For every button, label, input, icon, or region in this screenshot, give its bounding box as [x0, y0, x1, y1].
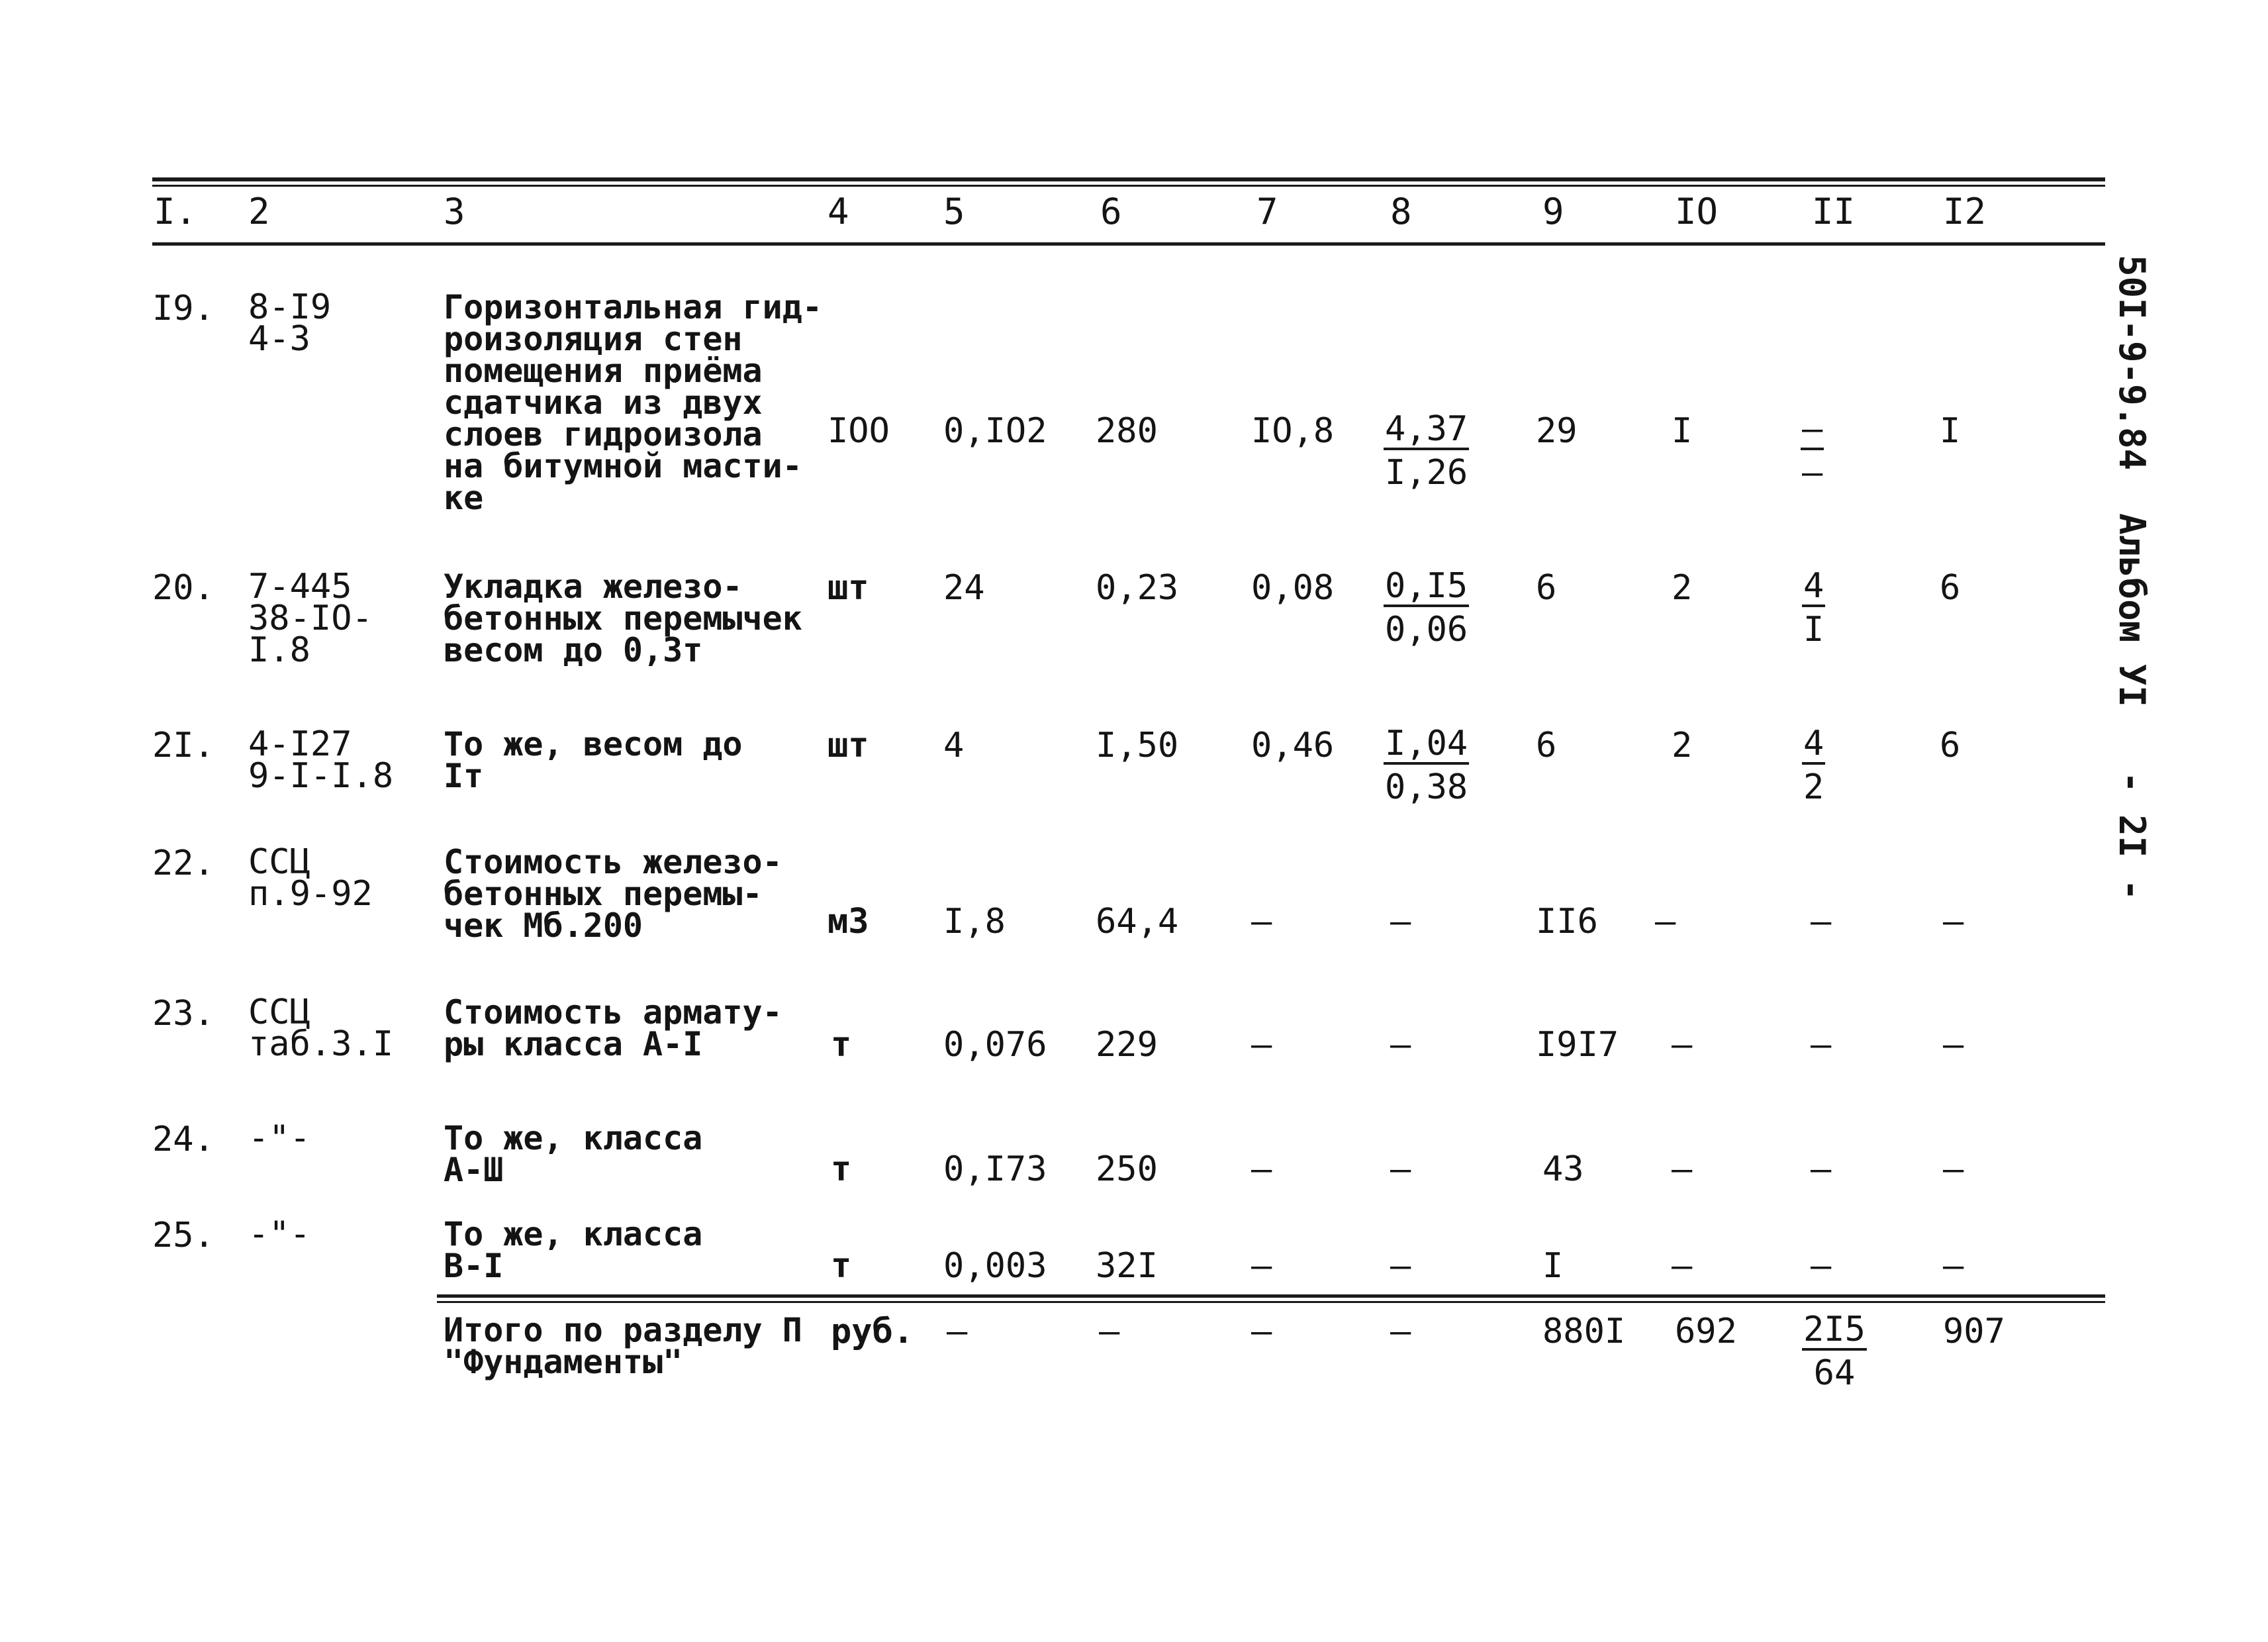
fraction-numerator: 4	[1803, 724, 1824, 763]
row-col7: –	[1251, 1025, 1272, 1065]
row-code: ССЦ п.9-92	[248, 842, 373, 914]
fraction-numerator: 4	[1803, 566, 1824, 606]
total-col9: 880I	[1542, 1312, 1626, 1351]
row-col9: 29	[1536, 411, 1578, 451]
total-description: Итого по разделу П "Фундаменты"	[444, 1311, 802, 1381]
row-description: Укладка железо- бетонных перемычек весом до 0,3т	[444, 567, 802, 669]
row-unit: IOO	[827, 411, 890, 451]
row-col6: 64,4	[1096, 902, 1179, 942]
row-number: I9.	[152, 289, 214, 328]
row-col12: 6	[1940, 726, 1961, 765]
total-top-rule-2	[437, 1301, 2105, 1303]
row-col9: 6	[1536, 726, 1557, 765]
col-header-11: II	[1812, 191, 1856, 232]
row-col10: 2	[1672, 568, 1693, 608]
total-col5: –	[947, 1312, 968, 1351]
row-unit: т	[831, 1149, 852, 1189]
row-col11: –	[1811, 1149, 1832, 1189]
row-code: 8-I9 4-3	[248, 287, 332, 359]
row-code: -"-	[248, 1118, 310, 1158]
col-header-6: 6	[1100, 191, 1122, 232]
row-col5: 4	[943, 726, 965, 765]
table-top-rule	[152, 177, 2105, 181]
row-number: 24.	[152, 1120, 214, 1159]
row-col7: –	[1251, 1246, 1272, 1286]
table-top-rule-2	[152, 185, 2105, 187]
row-col12: I	[1940, 411, 1961, 451]
row-col9: 43	[1542, 1149, 1584, 1189]
row-col7: –	[1251, 902, 1272, 942]
row-unit: шт	[827, 568, 869, 608]
fraction-denominator: –	[1802, 453, 1823, 493]
fraction-denominator: 64	[1813, 1353, 1856, 1393]
row-col8-fraction	[1384, 410, 1469, 493]
col-header-1: I.	[154, 191, 197, 232]
row-description: То же, весом до Iт	[444, 725, 743, 795]
row-col11: –	[1811, 902, 1832, 942]
total-col7: –	[1251, 1312, 1272, 1351]
row-code: 4-I27 9-I-I.8	[248, 724, 394, 796]
row-col6: 229	[1096, 1025, 1158, 1065]
row-col10: 2	[1672, 726, 1693, 765]
row-col6: 0,23	[1096, 568, 1179, 608]
row-col7: 0,46	[1251, 726, 1335, 765]
row-col8: –	[1390, 1025, 1411, 1065]
row-col8-fraction	[1384, 567, 1469, 650]
col-header-4: 4	[827, 191, 849, 232]
row-col11-fraction	[1802, 567, 1825, 650]
row-description: Стоимость железо- бетонных перемы- чек Мб.200	[444, 843, 782, 945]
row-col10: I	[1672, 411, 1693, 451]
row-number: 20.	[152, 568, 214, 608]
row-col6: I,50	[1096, 726, 1179, 765]
fraction-numerator: 0,I5	[1385, 566, 1468, 606]
col-header-7: 7	[1256, 191, 1278, 232]
row-col6: 250	[1096, 1149, 1158, 1189]
side-document-label: 50I-9-9.84 Альбом УI - 2I -	[2111, 255, 2153, 901]
fraction-denominator: I,26	[1385, 453, 1468, 493]
row-col12: 6	[1940, 568, 1961, 608]
total-top-rule	[437, 1294, 2105, 1298]
row-col8-fraction	[1384, 725, 1469, 807]
fraction-denominator: I	[1803, 610, 1824, 650]
row-col11-fraction	[1801, 410, 1824, 493]
row-col8: –	[1390, 1246, 1411, 1286]
fraction-numerator: –	[1802, 409, 1823, 449]
row-col5: 0,I73	[943, 1149, 1047, 1189]
row-col7: 0,08	[1251, 568, 1335, 608]
fraction-numerator: 2I5	[1803, 1310, 1866, 1349]
row-col9: 6	[1536, 568, 1557, 608]
row-col6: 32I	[1096, 1246, 1158, 1286]
row-number: 25.	[152, 1216, 214, 1255]
total-col12: 907	[1943, 1312, 2005, 1351]
col-header-2: 2	[248, 191, 270, 232]
fraction-denominator: 2	[1803, 767, 1824, 807]
row-col12: –	[1943, 1025, 1964, 1065]
row-col7: –	[1251, 1149, 1272, 1189]
fraction-denominator: 0,38	[1385, 767, 1468, 807]
fraction-numerator: I,04	[1385, 724, 1468, 763]
col-header-8: 8	[1390, 191, 1412, 232]
total-col8: –	[1390, 1312, 1411, 1351]
row-col10: –	[1672, 1149, 1693, 1189]
col-header-9: 9	[1542, 191, 1564, 232]
row-col10: –	[1672, 1025, 1693, 1065]
row-description: То же, класса В-I	[444, 1215, 703, 1285]
row-description: То же, класса А-Ш	[444, 1119, 703, 1189]
row-col8: –	[1390, 1149, 1411, 1189]
row-code: -"-	[248, 1214, 310, 1254]
row-number: 2I.	[152, 726, 214, 765]
row-description: Стоимость армату- ры класса А-I	[444, 993, 782, 1063]
col-header-3: 3	[444, 191, 465, 232]
row-number: 23.	[152, 994, 214, 1034]
row-col12: –	[1943, 902, 1964, 942]
row-col10: –	[1672, 1246, 1693, 1286]
row-code: ССЦ таб.3.I	[248, 992, 394, 1064]
row-col9: II6	[1536, 902, 1598, 942]
col-header-10: IO	[1675, 191, 1719, 232]
row-col9: I9I7	[1536, 1025, 1619, 1065]
col-header-5: 5	[943, 191, 965, 232]
fraction-denominator: 0,06	[1385, 610, 1468, 650]
row-unit: т	[831, 1246, 852, 1286]
row-col8: –	[1390, 902, 1411, 942]
fraction-numerator: 4,37	[1385, 409, 1468, 449]
row-col11: –	[1811, 1025, 1832, 1065]
row-col12: –	[1943, 1246, 1964, 1286]
row-unit: м3	[827, 902, 869, 942]
total-col6: –	[1099, 1312, 1120, 1351]
row-number: 22.	[152, 844, 214, 883]
total-col10: 692	[1675, 1312, 1737, 1351]
row-col6: 280	[1096, 411, 1158, 451]
row-description: Горизонтальная гид- роизоляция стен помещения приёма сдатчика из двух слоев гидроизола на битумной масти- ке	[444, 288, 822, 517]
row-col11-fraction	[1802, 725, 1825, 807]
row-col12: –	[1943, 1149, 1964, 1189]
row-col5: 0,003	[943, 1246, 1047, 1286]
row-col5: 0,IO2	[943, 411, 1047, 451]
col-header-12: I2	[1943, 191, 1987, 232]
row-col5: I,8	[943, 902, 1006, 942]
row-col10: –	[1655, 902, 1676, 942]
row-unit: т	[831, 1025, 852, 1065]
row-col5: 24	[943, 568, 985, 608]
total-unit: руб.	[831, 1312, 914, 1351]
row-col5: 0,076	[943, 1025, 1047, 1065]
header-bottom-rule	[152, 242, 2105, 246]
row-code: 7-445 38-IO- I.8	[248, 567, 373, 670]
row-col9: I	[1542, 1246, 1564, 1286]
row-col11: –	[1811, 1246, 1832, 1286]
row-col7: IO,8	[1251, 411, 1335, 451]
total-col11-fraction	[1802, 1311, 1867, 1393]
row-unit: шт	[827, 726, 869, 765]
